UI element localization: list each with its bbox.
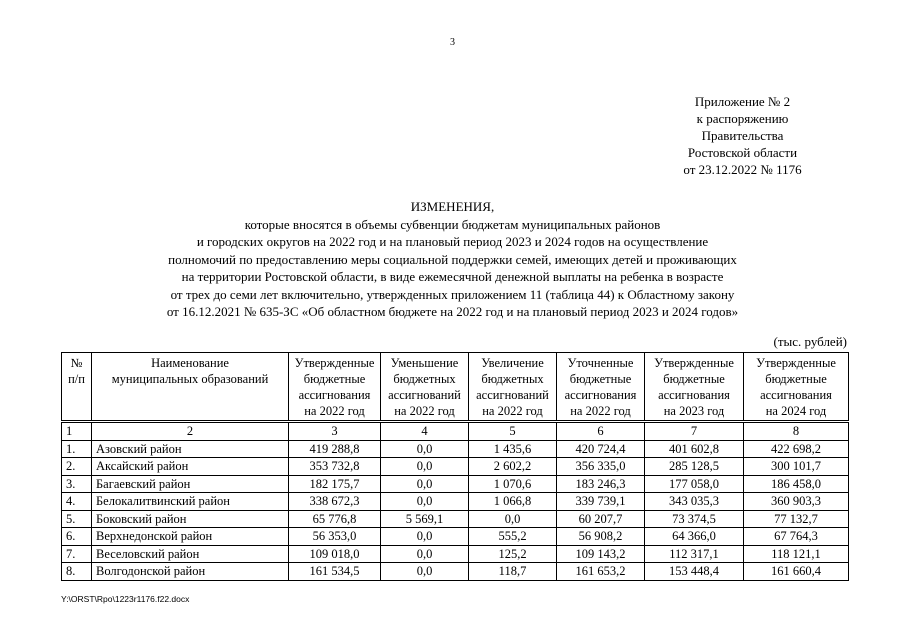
decrease-2022: 0,0: [381, 458, 469, 476]
title-line: полномочий по предоставлению меры социальной поддержки семей, имеющих детей и проживающих: [168, 251, 737, 267]
increase-2022: 1 070,6: [469, 475, 557, 493]
appendix-line: Ростовской области: [687, 145, 798, 160]
row-index: 7.: [62, 545, 92, 563]
appendix-line: Правительства: [701, 128, 784, 143]
decrease-2022: 0,0: [381, 440, 469, 458]
header-cell: Утвержденные бюджетные ассигнования на 2024 год: [744, 353, 849, 422]
decrease-2022: 0,0: [381, 563, 469, 581]
decrease-2022: 0,0: [381, 493, 469, 511]
header-cell: Увеличение бюджетных ассигнований на 2022 год: [469, 353, 557, 422]
row-index: 4.: [62, 493, 92, 511]
document-title: [60, 198, 845, 321]
title-line: от трех до семи лет включительно, утвержденных приложением 11 (таблица 44) к Областному закону: [170, 286, 735, 302]
approved-2022: 161 534,5: [289, 563, 381, 581]
municipality-name: Аксайский район: [92, 458, 289, 476]
increase-2022: 125,2: [469, 545, 557, 563]
header-cell: Утвержденные бюджетные ассигнования на 2022 год: [289, 353, 381, 422]
table-row: [62, 458, 849, 476]
increase-2022: 0,0: [469, 510, 557, 528]
table-header-row: [62, 353, 849, 422]
municipality-name: Верхнедонской район: [92, 528, 289, 546]
header-cell: Утвержденные бюджетные ассигнования на 2023 год: [645, 353, 744, 422]
header-cell: Наименование муниципальных образований: [92, 353, 289, 422]
revised-2022: 183 246,3: [557, 475, 645, 493]
row-index: 8.: [62, 563, 92, 581]
row-index: 2.: [62, 458, 92, 476]
revised-2022: 420 724,4: [557, 440, 645, 458]
municipality-name: Волгодонской район: [92, 563, 289, 581]
row-index: 3.: [62, 475, 92, 493]
table-row: [62, 440, 849, 458]
approved-2023: 401 602,8: [645, 440, 744, 458]
header-cell: Уменьшение бюджетных ассигнований на 2022 год: [381, 353, 469, 422]
table-row: [62, 493, 849, 511]
municipality-name: Багаевский район: [92, 475, 289, 493]
table-row: [62, 475, 849, 493]
approved-2024: 300 101,7: [744, 458, 849, 476]
title-line: и городских округов на 2022 год и на плановый период 2023 и 2024 годов на осуществление: [196, 234, 709, 249]
file-path-footer: Y:\ORST\Rpo\1223r1176.f22.docx: [61, 594, 190, 604]
appendix-header: [660, 93, 825, 178]
municipality-name: Азовский район: [92, 440, 289, 458]
appendix-line: к распоряжению: [696, 111, 789, 126]
table-row: [62, 545, 849, 563]
approved-2022: 353 732,8: [289, 458, 381, 476]
appendix-line: от 23.12.2022 № 1176: [683, 162, 802, 177]
increase-2022: 2 602,2: [469, 458, 557, 476]
decrease-2022: 0,0: [381, 545, 469, 563]
row-index: 1.: [62, 440, 92, 458]
row-index: 5.: [62, 510, 92, 528]
approved-2022: 109 018,0: [289, 545, 381, 563]
approved-2022: 338 672,3: [289, 493, 381, 511]
title-line: которые вносятся в объемы субвенции бюджетам муниципальных районов: [244, 216, 661, 232]
municipality-name: Веселовский район: [92, 545, 289, 563]
title-line: на территории Ростовской области, в виде ежемесячной денежной выплаты на ребенка в возрасте: [181, 269, 724, 284]
column-number: 8: [744, 422, 849, 441]
approved-2023: 153 448,4: [645, 563, 744, 581]
decrease-2022: 0,0: [381, 528, 469, 546]
approved-2022: 65 776,8: [289, 510, 381, 528]
municipality-name: Белокалитвинский район: [92, 493, 289, 511]
increase-2022: 1 066,8: [469, 493, 557, 511]
row-index: 6.: [62, 528, 92, 546]
column-number: 6: [557, 422, 645, 441]
revised-2022: 60 207,7: [557, 510, 645, 528]
appendix-line: Приложение № 2: [694, 94, 791, 109]
approved-2024: 360 903,3: [744, 493, 849, 511]
approved-2023: 285 128,5: [645, 458, 744, 476]
decrease-2022: 0,0: [381, 475, 469, 493]
table-row: [62, 528, 849, 546]
increase-2022: 1 435,6: [469, 440, 557, 458]
increase-2022: 118,7: [469, 563, 557, 581]
approved-2024: 161 660,4: [744, 563, 849, 581]
revised-2022: 161 653,2: [557, 563, 645, 581]
header-cell: № п/п: [62, 353, 92, 422]
table-row: [62, 563, 849, 581]
header-cell: Уточненные бюджетные ассигнования на 2022 год: [557, 353, 645, 422]
approved-2024: 422 698,2: [744, 440, 849, 458]
column-number-row: [62, 422, 849, 441]
budget-table: [61, 352, 849, 581]
column-number: 3: [289, 422, 381, 441]
approved-2023: 112 317,1: [645, 545, 744, 563]
column-number: 7: [645, 422, 744, 441]
title-heading: ИЗМЕНЕНИЯ,: [410, 199, 495, 214]
approved-2023: 64 366,0: [645, 528, 744, 546]
approved-2022: 182 175,7: [289, 475, 381, 493]
approved-2024: 67 764,3: [744, 528, 849, 546]
approved-2022: 419 288,8: [289, 440, 381, 458]
municipality-name: Боковский район: [92, 510, 289, 528]
table-row: [62, 510, 849, 528]
approved-2024: 77 132,7: [744, 510, 849, 528]
increase-2022: 555,2: [469, 528, 557, 546]
units-label: (тыс. рублей): [773, 334, 847, 349]
column-number: 5: [469, 422, 557, 441]
column-number: 4: [381, 422, 469, 441]
revised-2022: 339 739,1: [557, 493, 645, 511]
revised-2022: 109 143,2: [557, 545, 645, 563]
column-number: 2: [92, 422, 289, 441]
page-number: 3: [450, 37, 455, 48]
revised-2022: 356 335,0: [557, 458, 645, 476]
approved-2024: 118 121,1: [744, 545, 849, 563]
approved-2022: 56 353,0: [289, 528, 381, 546]
column-number: 1: [62, 422, 92, 441]
approved-2023: 177 058,0: [645, 475, 744, 493]
approved-2023: 343 035,3: [645, 493, 744, 511]
decrease-2022: 5 569,1: [381, 510, 469, 528]
approved-2024: 186 458,0: [744, 475, 849, 493]
approved-2023: 73 374,5: [645, 510, 744, 528]
revised-2022: 56 908,2: [557, 528, 645, 546]
title-line: от 16.12.2021 № 635-ЗС «Об областном бюджете на 2022 год и на плановый период 2023 и 2024 годов»: [166, 304, 739, 319]
